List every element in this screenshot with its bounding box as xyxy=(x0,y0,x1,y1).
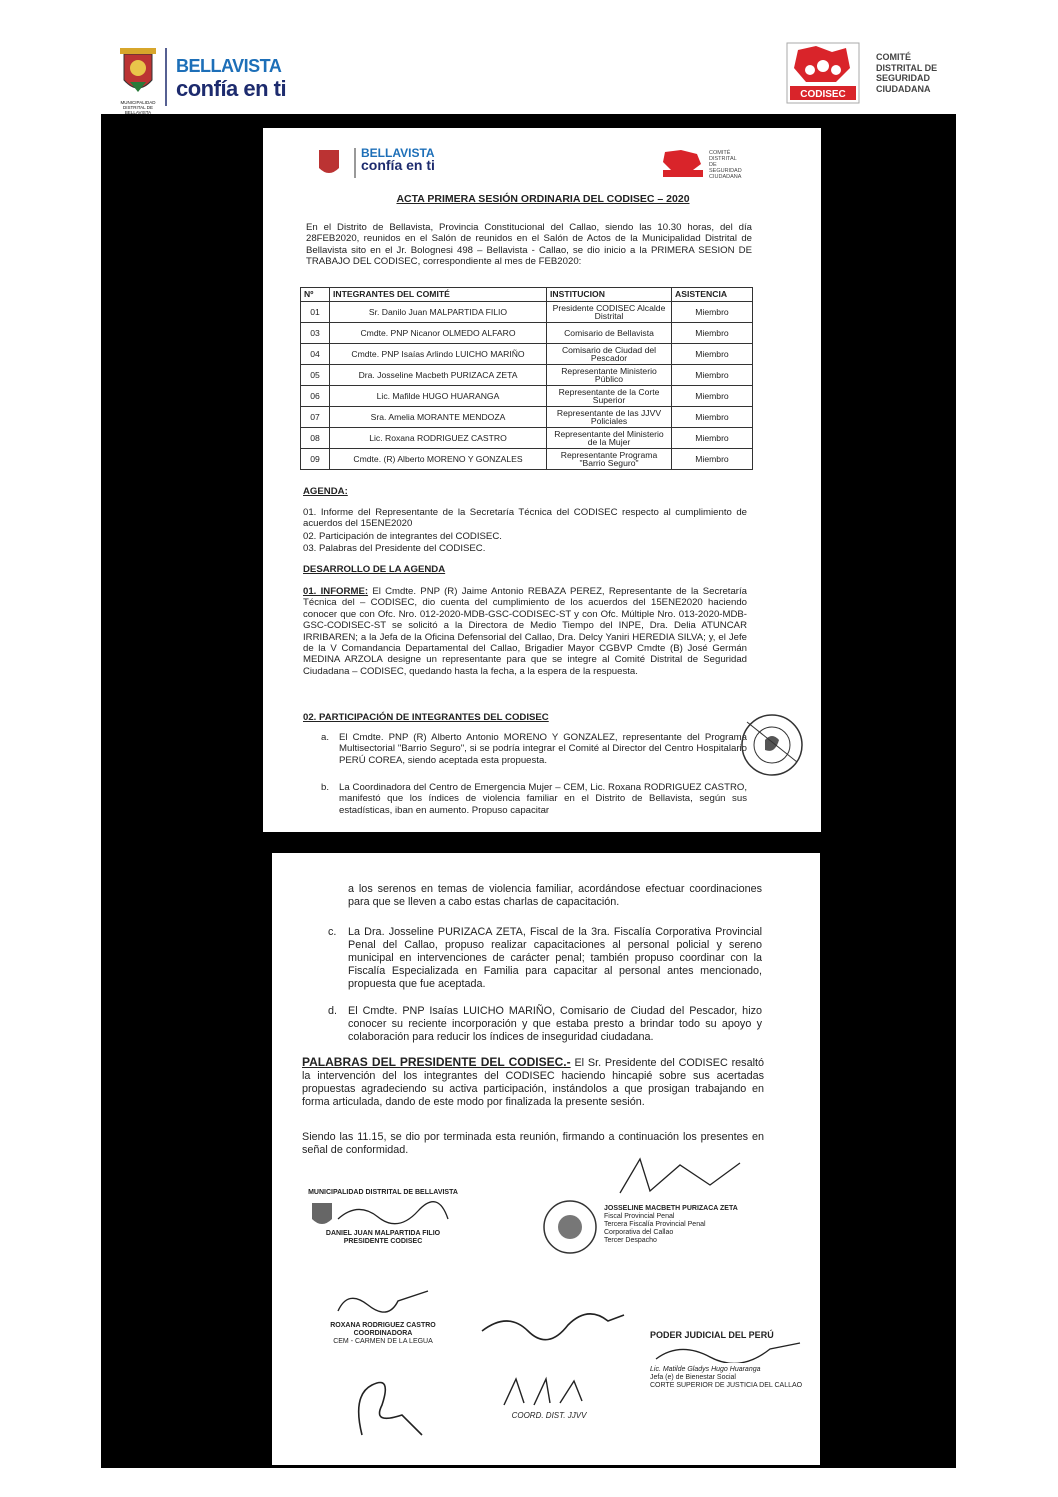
round-stamp-icon xyxy=(737,710,807,780)
act-title: ACTA PRIMERA SESIÓN ORDINARIA DEL CODISEC – 2020 xyxy=(396,193,690,205)
page1-brand-line2: confía en ti xyxy=(361,157,435,173)
codisec-logo xyxy=(786,42,946,108)
item-a: El Cmdte. PNP (R) Alberto Antonio MORENO Y GONZALEZ, representante del Programa Multisectorial "Barrio Seguro", si se podría integrar el Comité al Director del Centro Hospitalario PERÚ COREA, siendo aceptada esta propuesta. xyxy=(339,732,747,766)
agenda-item: 02. Participación de integrantes del CODISEC. xyxy=(303,531,502,542)
agenda-heading: AGENDA: xyxy=(303,486,348,497)
signature-scribble-icon xyxy=(650,1339,810,1363)
bellavista-logo xyxy=(110,40,295,115)
table-row: 01 Sr. Danilo Juan MALPARTIDA FILIO Presidente CODISEC Alcalde Distrital Miembro xyxy=(301,302,753,323)
members-table xyxy=(300,287,753,470)
municipality-caption: MUNICIPALIDAD DISTRITAL DE BELLAVISTA xyxy=(120,100,156,115)
codisec-small-emblem-icon xyxy=(661,148,705,178)
codisec-name: COMITÉ DISTRITAL DE SEGURIDAD CIUDADANA xyxy=(876,52,938,94)
palabras-paragraph: PALABRAS DEL PRESIDENTE DEL CODISEC.- El Sr. Presidente del CODISEC resaltó la intervención del los integrantes del CODISEC haciendo hincapié sobre sus acertadas propuestas agradeciendo su activa participación, instándolos a que prosigan trabajando en forma articulada, dando de este modo por finalizada la presente sesión. xyxy=(302,1055,764,1108)
informe-paragraph: 01. INFORME: El Cmdte. PNP (R) Jaime Antonio REBAZA PEREZ, Representante de la Secretaría Técnica del – CODISEC, dio cuenta del cumplimiento de los acuerdos del 15ENE2020 haciendo conocer que con Ofc. Nro. 012-2020-MDB-GSC-CODISEC-ST y con Ofc. Múltiple Nro. 013-2020-MDB-GSC-CODISEC-ST se solicitó a la Directora de Medio Tiempo del INPE, Dra. Delia ATUNCAR IRRIBAREN; a la Jefa de la Oficina Defensorial del Callao, Dra. Delcy Yaniri HEREDIA SILVA; y, el Jefe de la V Comandancia Departamental del Callao, Brigadier Mayor CGBVP Cmdte (B) José Germán MEDINA ARZOLA designe un representante para que se integre al Comité Distrital de Seguridad Ciudadana – CODISEC, quedando hasta la fecha, a la espera de la respuesta. xyxy=(303,586,747,677)
page1-brand-line1: BELLAVISTA xyxy=(361,146,435,160)
fiscal-seal-icon xyxy=(540,1197,600,1257)
signature-scribble-icon xyxy=(478,1301,628,1345)
desarrollo-heading: DESARROLLO DE LA AGENDA xyxy=(303,564,446,575)
signature-president: MUNICIPALIDAD DISTRITAL DE BELLAVISTA DANIEL JUAN MALPARTIDA FILIO PRESIDENTE CODISEC xyxy=(308,1189,458,1245)
brand-line1: BELLAVISTA xyxy=(176,56,282,76)
closing-paragraph: Siendo las 11.15, se dio por terminada esta reunión, firmando a continuación los presentes en señal de conformidad. xyxy=(302,1131,764,1156)
page1-header-logo xyxy=(313,146,433,185)
agenda-item: 01. Informe del Representante de la Secretaría Técnica del CODISEC respecto al cumplimiento de acuerdos del 15ENE2020 xyxy=(303,507,747,530)
item-b: La Coordinadora del Centro de Emergencia Mujer – CEM, Lic. Roxana RODRIGUEZ CASTRO, manifestó que los índices de violencia familiar en el Distrito de Bellavista, según sus estadísticas, iban en aumento. Propuso capacitar xyxy=(339,782,747,816)
page1-codisec-logo xyxy=(661,148,742,181)
members-table-header: Nº INTEGRANTES DEL COMITÉ INSTITUCION ASISTENCIA xyxy=(301,288,753,302)
municipal-seal-icon xyxy=(308,1199,338,1229)
table-row: 05 Dra. Josseline Macbeth PURIZACA ZETA Representante Ministerio Público Miembro xyxy=(301,365,753,386)
signature-jjvv: COORD. DIST. JJVV xyxy=(494,1373,604,1420)
participacion-heading: 02. PARTICIPACIÓN DE INTEGRANTES DEL CODISEC xyxy=(303,712,549,723)
item-d: El Cmdte. PNP Isaías LUICHO MARIÑO, Comisario de Ciudad del Pescador, hizo conocer su reciente incorporación y que estaba presto a brindar todo su apoyo y colaboración para reducir los índices de inseguridad ciudadana. xyxy=(348,1005,762,1043)
brand-line2: confía en ti xyxy=(176,76,287,101)
signature-scribble-icon xyxy=(308,1283,458,1319)
table-row: 08 Lic. Roxana RODRIGUEZ CASTRO Representante del Ministerio de la Mujer Miembro xyxy=(301,428,753,449)
table-row: 09 Cmdte. (R) Alberto MORENO Y GONZALES Representante Programa "Barrio Seguro" Miembro xyxy=(301,449,753,470)
signature-poder-judicial: PODER JUDICIAL DEL PERÚ Lic. Matilde Gladys Hugo Huaranga Jefa (e) de Bienestar Social CORTE SUPERIOR DE JUSTICIA DEL CALLAO xyxy=(650,1331,820,1390)
item-c: La Dra. Josseline PURIZACA ZETA, Fiscal de la 3ra. Fiscalía Corporativa Provincial Penal del Callao, propuso realizar capacitaciones al personal policial y sereno municipal en intervenciones de carácter penal; también propuso coordinar con la Fiscalía Especializada en Familia para capacitar al personal antes mencionado, propuesta que fue aceptada. xyxy=(348,926,762,990)
scanned-page-1: BELLAVISTA confía en ti COMITÉ DISTRITAL DE SEGURIDAD CIUDADANA ACTA PRIMERA SESIÓN ORDINARIA DEL CODISEC – 2020 En el Distrito de Bellavista, Provincia Constitucional del Callao, siendo las 10.30 horas, del día 28FEB2020, reunidos en el Salón de reunidos en el Salón de Actos de la Municipalidad Distrital de Bellavista sito en el Jr. Bolognesi 498 – Bellavista - Callao, se dio inicio a la PRIMERA SESION DE TRABAJO DEL CODISEC, correspondiente al mes de FEB2020: Nº INTEGRANTES DEL COMITÉ INSTITUCION ASISTENCIA 01 Sr. Danilo Juan MALPARTIDA FILIO Presidente CODISEC Alcalde Distrital Miembro 03 Cmdte. PNP Nicanor OLMEDO ALFARO Comisario de Bellavista Miembro 04 Cmdte. PNP Isaías Arlindo LUICHO MARIÑO Comisario de Ciudad del Pescador Miembro 05 Dra. Josseline Macbeth PURIZACA ZETA Representante Ministerio Público Miembro 06 Lic. Mafilde HUGO HUARANGA Representante de la Corte Superior Miembro 07 Sra. Amelia MORANTE MENDOZA Representante de las JJVV Policiales Miembro 08 Lic. Roxana RODRIGUEZ CASTRO Representante del Ministerio de la Mujer Miembro 09 Cmdte. (R) Alberto MORENO Y GONZALES Representante Programa "Barrio Seguro" Miembro AGENDA: 01. Informe del Representante de la Secretaría Técnica del CODISEC respecto al cumplimiento de acuerdos del 15ENE2020 02. Participación de integrantes del CODISEC. 03. Palabras del Presidente del CODISEC. DESARROLLO DE LA AGENDA 01. INFORME: El Cmdte. PNP (R) Jaime Antonio REBAZA PEREZ, Representante de la Secretaría Técnica del – CODISEC, dio cuenta del cumplimiento de los acuerdos del 15ENE2020 haciendo conocer que con Ofc. Nro. 012-2020-MDB-GSC-CODISEC-ST y con Ofc. Múltiple Nro. 013-2020-MDB-GSC-CODISEC-ST se solicitó a la Directora de Medio Tiempo del INPE, Dra. Delia ATUNCAR IRRIBAREN; a la Jefa de la Oficina Defensorial del Callao, Dra. Delcy Yaniri HEREDIA SILVA; y, el Jefe de la V Comandancia Departamental del Callao, Brigadier Mayor CGBVP Cmdte (B) José Germán MEDINA ARZOLA designe un representante para que se integre al Comité Distrital de Seguridad Ciudadana – CODISEC, quedando hasta la fecha, a la espera de la respuesta. 02. PARTICIPACIÓN DE INTEGRANTES DEL CODISEC a. El Cmdte. PNP (R) Alberto Antonio MORENO Y GONZALEZ, representante del Programa Multisectorial "Barrio Seguro", si se podría integrar el Comité al Director del Centro Hospitalario PERÚ COREA, siendo aceptada esta propuesta. b. La Coordinadora del Centro de Emergencia Mujer – CEM, Lic. Roxana RODRIGUEZ CASTRO, manifestó que los índices de violencia familiar en el Distrito de Bellavista, según sus estadísticas, iban en aumento. Propuso capacitar xyxy=(263,128,821,832)
item-b-continued: a los serenos en temas de violencia familiar, acordándose efectuar coordinaciones para que se lleven a cabo estas charlas de capacitación. xyxy=(348,883,762,908)
page1-codisec-name: COMITÉ DISTRITAL DE SEGURIDAD CIUDADANA xyxy=(709,150,742,180)
table-row: 06 Lic. Mafilde HUGO HUARANGA Representante de la Corte Superior Miembro xyxy=(301,386,753,407)
signature-cem: ROXANA RODRIGUEZ CASTRO COORDINADORA CEM - CARMEN DE LA LEGUA xyxy=(308,1283,458,1346)
table-row: 07 Sra. Amelia MORANTE MENDOZA Representante de las JJVV Policiales Miembro xyxy=(301,407,753,428)
agenda-item: 03. Palabras del Presidente del CODISEC. xyxy=(303,543,486,554)
scanned-page-2: a los serenos en temas de violencia familiar, acordándose efectuar coordinaciones para que se lleven a cabo estas charlas de capacitación. c. La Dra. Josseline PURIZACA ZETA, Fiscal de la 3ra. Fiscalía Corporativa Provincial Penal del Callao, propuso realizar capacitaciones al personal policial y sereno municipal en intervenciones de carácter penal; también propuso coordinar con la Fiscalía Especializada en Familia para capacitar al personal antes mencionado, propuesta que fue aceptada. d. El Cmdte. PNP Isaías LUICHO MARIÑO, Comisario de Ciudad del Pescador, hizo conocer su reciente incorporación y que estaba presto a brindar todo su apoyo y colaboración para reducir los índices de inseguridad ciudadana. PALABRAS DEL PRESIDENTE DEL CODISEC.- El Sr. Presidente del CODISEC resaltó la intervención del los integrantes del CODISEC haciendo hincapié sobre sus acertadas propuestas agradeciendo su activa participación, instándolos a que prosigan trabajando en forma articulada, dando de este modo por finalizada la presente sesión. Siendo las 11.15, se dio por terminada esta reunión, firmando a continuación los presentes en señal de conformidad. MUNICIPALIDAD DISTRITAL DE BELLAVISTA DANIEL JUAN MALPARTIDA FILIO PRESIDENTE CODISEC JOSSELINE MACBETH PURIZACA ZETA Fiscal Provincial Penal Tercera Fiscalía Provincial Penal Corporativa del Callao Tercer Despacho ROXANA RODRIGUEZ CASTRO COORDINADORA CEM - CARMEN DE LA LEGUA PODER JUDICIAL DEL PERÚ Lic. Matilde Gladys Hugo Huaranga Jefa (e) de Bienestar Social CORTE SUPERIOR DE JUSTICIA DEL CALLAO COORD. DIST. JJVV xyxy=(272,853,820,1465)
signature-scribble-icon xyxy=(610,1155,820,1195)
table-row: 03 Cmdte. PNP Nicanor OLMEDO ALFARO Comisario de Bellavista Miembro xyxy=(301,323,753,344)
signature-scribble-icon xyxy=(342,1365,432,1445)
table-row: 04 Cmdte. PNP Isaías Arlindo LUICHO MARIÑO Comisario de Ciudad del Pescador Miembro xyxy=(301,344,753,365)
intro-paragraph: En el Distrito de Bellavista, Provincia Constitucional del Callao, siendo las 10.30 horas, del día 28FEB2020, reunidos en el Salón de reunidos en el Salón de Actos de la Municipalidad Distrital de Bellavista sito en el Jr. Bolognesi 498 – Bellavista - Callao, se dio inicio a la PRIMERA SESION DE TRABAJO DEL CODISEC, correspondiente al mes de FEB2020: xyxy=(306,222,752,268)
signature-scribble-icon xyxy=(494,1373,604,1409)
codisec-badge-label: CODISEC xyxy=(800,89,846,100)
signature-fiscal: JOSSELINE MACBETH PURIZACA ZETA Fiscal Provincial Penal Tercera Fiscalía Provincial Penal Corporativa del Callao Tercer Despacho xyxy=(540,1205,760,1245)
